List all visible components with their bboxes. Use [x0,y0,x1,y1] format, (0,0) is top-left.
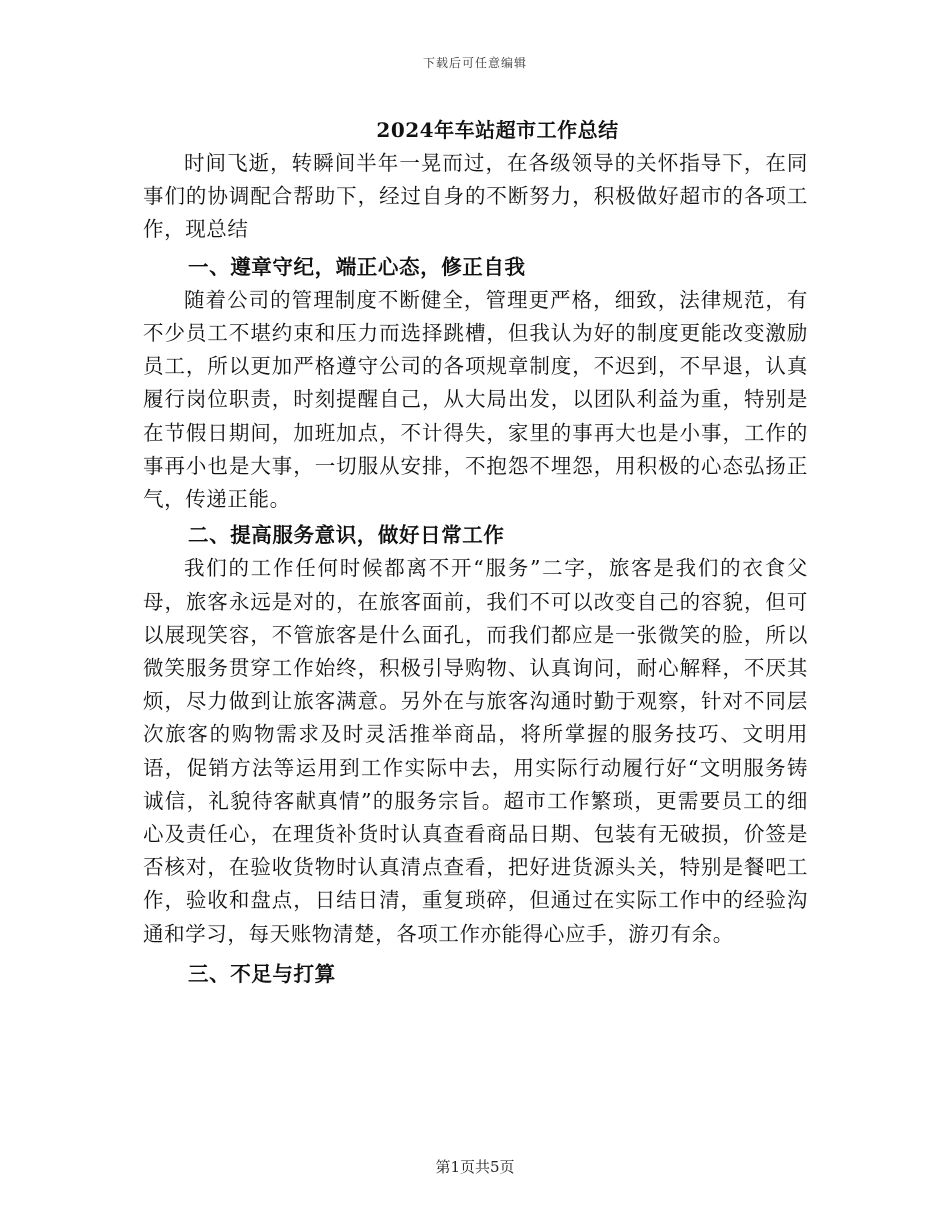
intro-paragraph: 时间飞逝，转瞬间半年一晃而过，在各级领导的关怀指导下，在同事们的协调配合帮助下，经过自身的不断努力，积极做好超市的各项工作，现总结 [143,151,808,242]
section-2-heading: 二、提高服务意识，做好日常工作 [188,523,505,548]
page-number: 第1页共5页 [435,1158,515,1176]
section-1-paragraph: 随着公司的管理制度不断健全，管理更严格，细致，法律规范，有不少员工不堪约束和压力而选择跳槽，但我认为好的制度更能改变激励员工，所以更加严格遵守公司的各项规章制度，不迟到，不早退，认真履行岗位职责，时刻提醒自己，从大局出发，以团队利益为重，特别是在节假日期间，加班加点，不计得失，家里的事再大也是小事，工作的事再小也是大事，一切服从安排，不抱怨不埋怨，用积极的心态弘扬正气，传递正能。 [143,287,808,512]
section-1-heading: 一、遵章守纪，端正心态，修正自我 [188,254,526,279]
document-body [143,147,808,991]
document-title: 2024年车站超市工作总结 [376,118,619,142]
download-note: 下载后可任意编辑 [422,56,527,70]
section-2-paragraph: 我们的工作任何时候都离不开“服务”二字，旅客是我们的衣食父母，旅客永远是对的，在旅客面前，我们不可以改变自己的容貌，但可以展现笑容，不管旅客是什么面孔，而我们都应是一张微笑的脸，所以微笑服务贯穿工作始终，积极引导购物、认真询问，耐心解释，不厌其烦，尽力做到让旅客满意。另外在与旅客沟通时勤于观察，针对不同层次旅客的购物需求及时灵活推举商品，将所掌握的服务技巧、文明用语，促销方法等运用到工作实际中去，用实际行动履行好“文明服务铸诚信，礼貌待客献真情”的服务宗旨。超市工作繁琐，更需要员工的细心及责任心，在理货补货时认真查看商品日期、包装有无破损，价签是否核对，在验收货物时认真清点查看，把好进货源头关，特别是餐吧工作，验收和盘点，日结日清，重复琐碎，但通过在实际工作中的经验沟通和学习，每天账物清楚，各项工作亦能得心应手，游刃有余。 [143,556,808,946]
section-3-heading: 三、不足与打算 [188,961,336,986]
